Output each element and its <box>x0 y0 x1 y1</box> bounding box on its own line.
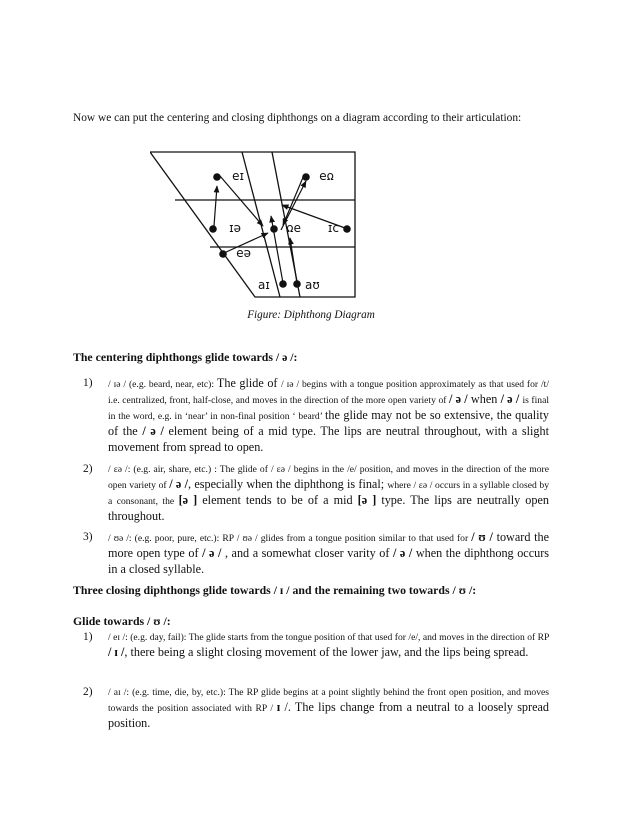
ou-label: əʊ <box>286 222 301 236</box>
list-item <box>73 462 549 525</box>
ai-label: aɪ <box>258 278 270 292</box>
item-number: 2) <box>83 686 93 698</box>
list-item <box>73 630 549 661</box>
item-text: / ɪə / (e.g. beard, near, etc): The glide of / ɪə / begins with a tongue position approximately as that used for /t/ i.e. centralized, front, half-close, and moves in the direction of the more open variety of / ə / when / ə / is final in the word, e.g. in ‘near’ in non-final position ‘ beard’ the glide may not be so extensive, the quality of the / ə / element being of a mid type. The lips are neutral throughout, with a slight movement from spread to open. <box>108 376 550 454</box>
item-text: / aɪ /: (e.g. time, die, by, etc.): The RP glide begins at a point slightly behind the front open position, and moves towards the position associated with RP / ɪ /. The lips change from a neutral to a loosely spread position. <box>108 687 550 730</box>
item-number: 2) <box>83 463 93 475</box>
closing-heading: Three closing diphthongs glide towards / ɪ / and the remaining two towards / ʊ /: <box>73 583 477 597</box>
ea-point <box>219 250 227 258</box>
item-number: 3) <box>83 531 93 543</box>
oi-point <box>343 225 351 233</box>
item-number: 1) <box>83 377 93 389</box>
au-point <box>293 280 301 288</box>
diphthong-diagram <box>150 142 390 307</box>
item-text: / eɪ /: (e.g. day, fail): The glide starts from the tongue position of that used for /e/, and moves in the direction of RP / ɪ /, there being a slight closing movement of the lower jaw, and the lips being spread. <box>108 632 549 659</box>
list-item <box>73 376 549 456</box>
au-label: aʊ <box>305 278 320 292</box>
centering-heading: The centering diphthongs glide towards / ə /: <box>73 350 298 364</box>
ua-label: ʊə <box>319 170 334 184</box>
item-number: 1) <box>83 631 93 643</box>
intro-paragraph: Now we can put the centering and closing diphthongs on a diagram according to their articulation: <box>73 112 522 124</box>
glide-heading: Glide towards / ʊ /: <box>73 614 171 628</box>
item-text: / ʊə /: (e.g. poor, pure, etc.): RP / ʊə / glides from a tongue position similar to that used for / ʊ / toward the more open type of / ə / , and a somewhat closer varity of / ə / when the diphthong occurs in a closed syllable. <box>108 530 550 576</box>
oi-label: ɔɪ <box>327 222 339 236</box>
ia-point <box>213 173 221 181</box>
ou-point <box>270 225 278 233</box>
ea-label: eə <box>236 247 251 261</box>
list-item <box>73 685 549 732</box>
ei-label: eɪ <box>229 222 241 236</box>
ia-label: ɪə <box>232 170 244 184</box>
figure-caption: Figure: Diphthong Diagram <box>247 309 375 321</box>
item-text: / ɛə /: (e.g. air, share, etc.) : The glide of / ɛə / begins in the /e/ position, and moves in the direction of the more open variety of / ə /, especially when the diphthong is final; where / ɛə / occurs in a syllable closed by a consonant, the [ə ] element tends to be of a mid [ə ] type. The lips are neutrally open throughout. <box>108 464 549 523</box>
list-item <box>73 530 549 578</box>
ei-point <box>209 225 217 233</box>
ai-point <box>279 280 287 288</box>
ua-point <box>302 173 310 181</box>
